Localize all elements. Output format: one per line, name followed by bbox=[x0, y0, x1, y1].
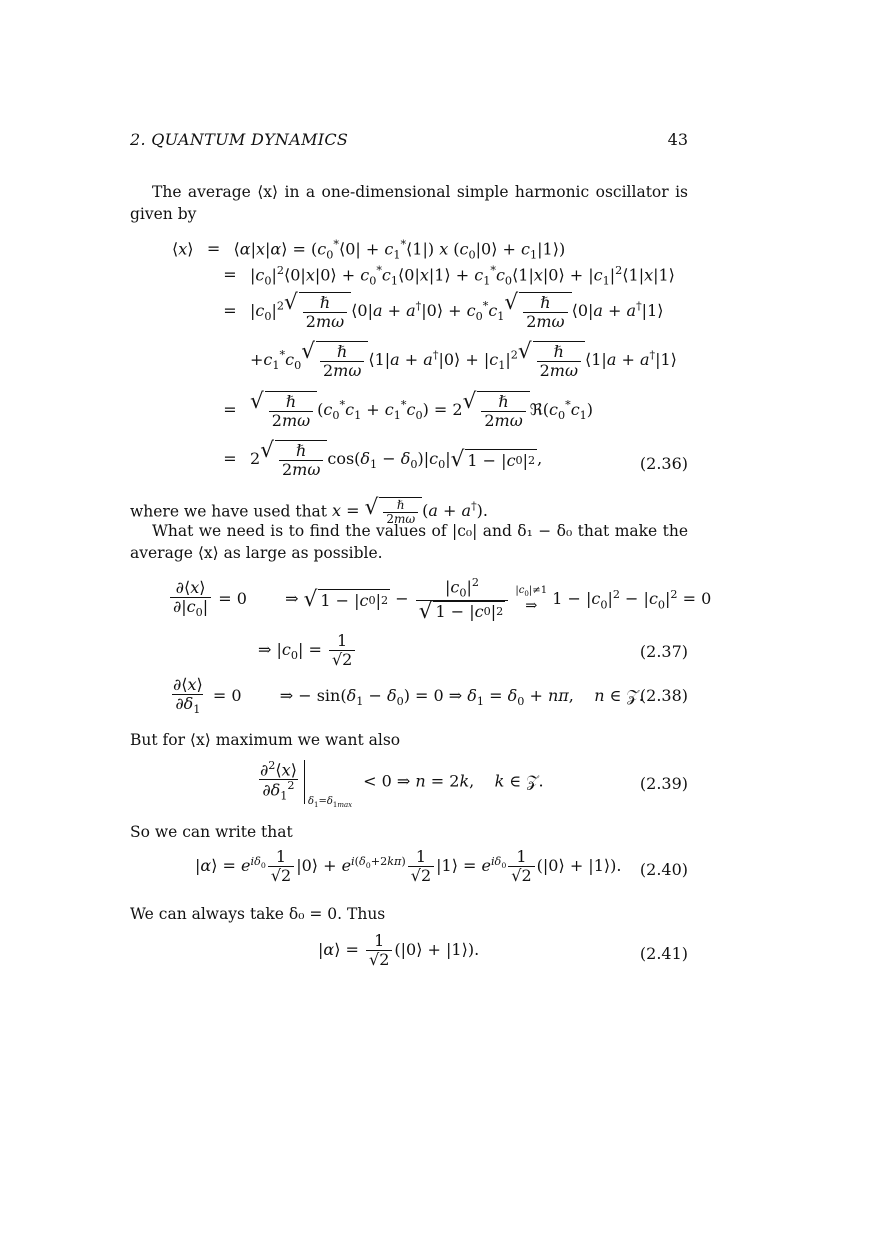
eq-number-2-39: (2.39) bbox=[639, 774, 688, 793]
eq-237-line2: ⇒ $|c_0|$ = $\frac{1}{√2}$ bbox=[258, 632, 357, 669]
running-head: 2. QUANTUM DYNAMICS bbox=[130, 130, 349, 149]
paragraph-we-can-always: We can always take δ₀ = 0. Thus bbox=[130, 905, 386, 923]
paragraph-what-we-need: What we need is to find the values of |c₀| and δ₁ − δ₀ that make the average ⟨x⟩ as large as possible. bbox=[130, 522, 688, 562]
paragraph-but-for: But for ⟨x⟩ maximum we want also bbox=[130, 731, 401, 749]
eq-236-line5: = √ $\frac{\text{ℏ}}{2m\omega}$ $(c_0^*c_1 + c_1^*c_0) = 2$ √ $\frac{\text{ℏ}}{2m\omega}$ $ℜ(c_0^*c_1)$ bbox=[223, 389, 594, 430]
eq-238: $\frac{\partial⟨x⟩}{\partial\delta_1}$ = 0 ⇒ − $\sin(\delta_1 - \delta_0) = 0$ ⇒ $\delta_1 = \delta_0 + n\pi$, n ∈ 𝒵. bbox=[173, 675, 644, 716]
eq-236-line1: ⟨x⟩ = ⟨α|x|α⟩ = ($c_0^*⟨0|$ + $c_1^*⟨1|$) x ($c_0|0⟩$ + $c_1|1⟩$) bbox=[172, 238, 566, 262]
eq-241: |α⟩ = $\frac{1}{√2}$ (|0⟩ + |1⟩). bbox=[318, 931, 480, 969]
eq-237-line1: $\frac{\partial⟨x⟩}{\partial|c_0|}$ = 0 ⇒ √ 1 − | c 0 | 2 − $|c_0|^2$ √ 1 − | c 0 | 2 $|c_0|\ne 1$ ⇒ $1 - |c_0|^2 - |c_0|^2 = 0$ bbox=[168, 577, 711, 622]
eq-number-2-40: (2.40) bbox=[639, 860, 688, 879]
eq-number-2-41: (2.41) bbox=[639, 944, 688, 963]
eq-239: $\frac{\partial^2⟨x⟩}{\partial\delta_1^2}$ $\delta_1=\delta_{1max}$ < 0 ⇒ n = 2k, k ∈ 𝒵. bbox=[260, 759, 544, 809]
paragraph-so-we-can: So we can write that bbox=[130, 823, 293, 841]
paragraph-where: where we have used that x = √ $\frac{\text{ℏ}}{2m\omega}$ (a + a†). bbox=[130, 494, 488, 527]
paragraph-intro: The average ⟨x⟩ in a one-dimensional simple harmonic oscillator is given by bbox=[130, 183, 688, 223]
page-number: 43 bbox=[667, 130, 688, 149]
eq-236-line3: = $|c_0|^2$ √ $\frac{\text{ℏ}}{2m\omega}$ ⟨0|a + a†|0⟩ + $c_0^*c_1$ √ $\frac{\text{ℏ}}{2m\omega}$ ⟨0|a + a†|1⟩ bbox=[223, 290, 664, 331]
eq-240: |α⟩ = $e^{i\delta_0}$ $\frac{1}{√2}$ |0⟩ + $e^{i(\delta_0+2k\pi)}$ $\frac{1}{√2}$ |1⟩ = $e^{i\delta_0}$ $\frac{1}{√2}$ (|0⟩ + |1⟩). bbox=[195, 847, 622, 885]
eq-number-2-36: (2.36) bbox=[639, 454, 688, 473]
eq-236-line2: = $|c_0|^2⟨0|x|0⟩$ + $c_0^*c_1⟨0|x|1⟩$ + $c_1^*c_0⟨1|x|0⟩$ + $|c_1|^2⟨1|x|1⟩$ bbox=[223, 264, 675, 288]
eq-236-line6: = 2 √ $\frac{\text{ℏ}}{2m\omega}$ $\cos(\delta_1 - \delta_0)|c_0|$ √ 1 − | c 0 | 2 , bbox=[223, 438, 543, 479]
eq-236-line4: $+c_1^*c_0$ √ $\frac{\text{ℏ}}{2m\omega}$ ⟨1|a + a†|0⟩ + $|c_1|^2$ √ $\frac{\text{ℏ}}{2m\omega}$ ⟨1|a + a†|1⟩ bbox=[250, 339, 677, 380]
eq-number-2-38: (2.38) bbox=[639, 686, 688, 705]
eq-number-2-37: (2.37) bbox=[639, 642, 688, 661]
